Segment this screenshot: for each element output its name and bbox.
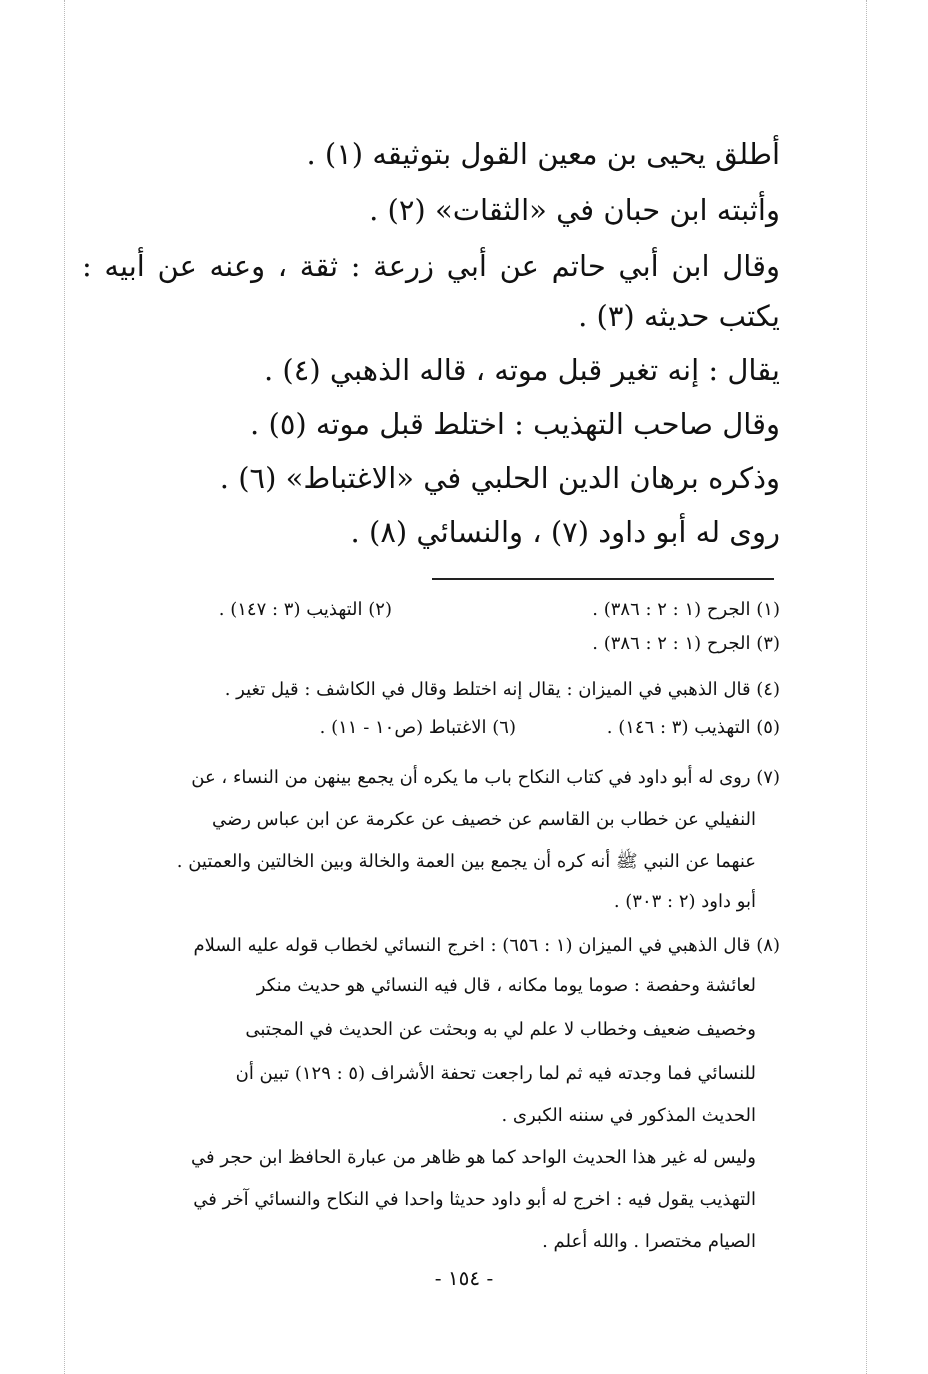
footnote-5: (٥) التهذيب (٣ : ١٤٦) . (606, 717, 780, 738)
footnote-7-line-4: أبو داود (٢ : ٣٠٣) . (613, 891, 756, 912)
main-line-2: وأثبته ابن حبان في «الثقات» (٢) . (369, 193, 780, 227)
page-number: - ١٥٤ - (434, 1266, 494, 1290)
footnote-8-line-4: للنسائي فما وجدته فيه ثم لما راجعت تحفة الأشراف (٥ : ١٢٩) تبين أن (235, 1063, 756, 1084)
main-line-1: أطلق يحيى بن معين القول بتوثيقه (١) . (306, 137, 780, 171)
footnote-8-line-3: وخصيف ضعيف وخطاب لا علم لي به وبحثت عن الحديث في المجتبى (245, 1019, 756, 1040)
footnote-8-line-7: التهذيب يقول فيه : اخرج له أبو داود حديثا واحدا في النكاح والنسائي آخر في (193, 1189, 756, 1210)
footnote-8-line-5: الحديث المذكور في سننه الكبرى . (501, 1105, 756, 1126)
footnote-8-line-6: وليس له غير هذا الحديث الواحد كما هو ظاهر من عبارة الحافظ ابن حجر في (191, 1147, 756, 1168)
scan-edge-left (64, 0, 65, 1374)
footnote-7-line-1: (٧) روى له أبو داود في كتاب النكاح باب ما يكره أن يجمع بينهن من النساء ، عن (191, 767, 780, 788)
footnote-6: (٦) الاغتباط (ص١٠ - ١١) . (319, 717, 516, 738)
main-line-7: وذكره برهان الدين الحلبي في «الاغتباط» (٦) . (219, 461, 780, 495)
footnote-separator (432, 578, 774, 580)
main-line-8: روى له أبو داود (٧) ، والنسائي (٨) . (350, 515, 780, 549)
main-line-5: يقال : إنه تغير قبل موته ، قاله الذهبي (٤) . (263, 353, 780, 387)
footnote-8-line-1: (٨) قال الذهبي في الميزان (١ : ٦٥٦) : اخرج النسائي لخطاب قوله عليه السلام (193, 935, 780, 956)
footnote-2: (٢) التهذيب (٣ : ١٤٧) . (218, 599, 392, 620)
footnote-8-line-8: الصيام مختصرا . والله أعلم . (542, 1231, 756, 1252)
footnote-4: (٤) قال الذهبي في الميزان : يقال إنه اختلط وقال في الكاشف : قيل تغير . (224, 679, 780, 700)
footnote-3: (٣) الجرح (١ : ٢ : ٣٨٦) . (592, 633, 780, 654)
main-line-3: وقال ابن أبي حاتم عن أبي زرعة : ثقة ، وعنه عن أبيه : (82, 249, 780, 283)
scan-edge-right (866, 0, 867, 1374)
main-line-6: وقال صاحب التهذيب : اختلط قبل موته (٥) . (250, 407, 780, 441)
footnote-8-line-2: لعائشة وحفصة : صوما يوما مكانه ، قال فيه النسائي هو حديث منكر (256, 975, 756, 996)
footnote-1: (١) الجرح (١ : ٢ : ٣٨٦) . (592, 599, 780, 620)
main-line-4: يكتب حديثه (٣) . (578, 299, 780, 333)
footnote-7-line-2: النفيلي عن خطاب بن القاسم عن خصيف عن عكرمة عن ابن عباس رضي (211, 809, 756, 830)
footnote-7-line-3: عنهما عن النبي ﷺ أنه كره أن يجمع بين العمة والخالة وبين الخالتين والعمتين . (176, 851, 756, 872)
